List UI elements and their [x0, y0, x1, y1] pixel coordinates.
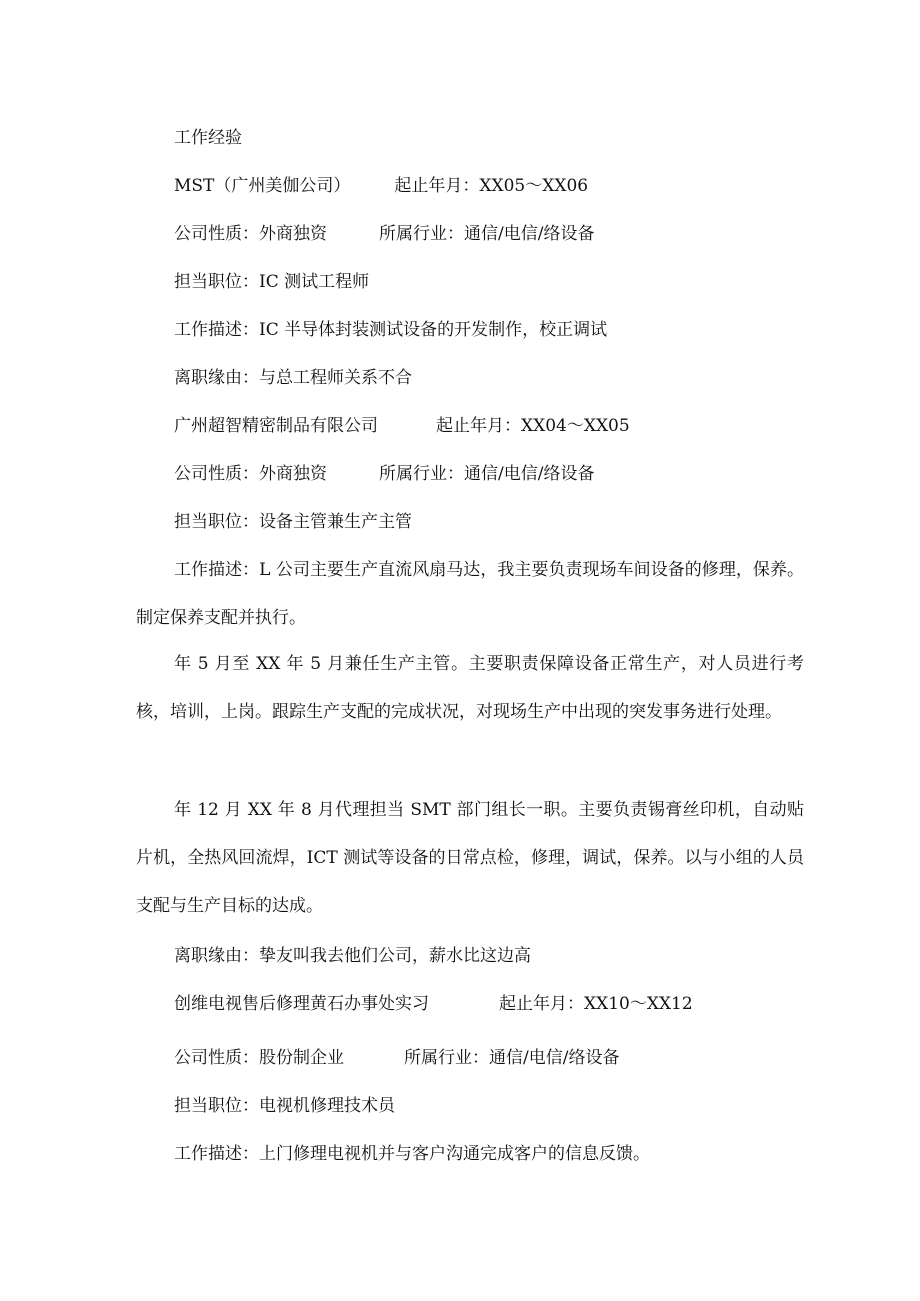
job2-nature: 公司性质：外商独资 [174, 464, 327, 484]
job1-position: 担当职位：IC 测试工程师 [174, 272, 370, 292]
job1-period: 起止年月：XX05～XX06 [394, 176, 589, 196]
job2-paragraph-2: 年 5 月至 XX 年 5 月兼任生产主管。主要职责保障设备正常生产，对人员进行考核，培训，上岗。跟踪生产支配的完成状况，对现场生产中出现的突发事务进行处理。 [136, 654, 804, 722]
job1-description: 工作描述：IC 半导体封装测试设备的开发制作，校正调试 [174, 320, 608, 340]
job1-industry: 所属行业：通信/电信/络设备 [379, 224, 595, 244]
job3-nature: 公司性质：股份制企业 [174, 1048, 344, 1068]
job2-position: 担当职位：设备主管兼生产主管 [174, 512, 412, 532]
job1-company-line [174, 174, 588, 198]
job3-company: 创维电视售后修理黄石办事处实习 [174, 994, 429, 1014]
job2-nature-line [174, 462, 594, 486]
job3-period: 起止年月：XX10～XX12 [499, 994, 693, 1014]
job3-company-line [174, 992, 693, 1016]
job2-company: 广州超智精密制品有限公司 [174, 416, 378, 436]
job2-company-line [174, 414, 630, 438]
job3-nature-line [174, 1046, 619, 1070]
job2-period: 起止年月：XX04～XX05 [436, 416, 630, 436]
job2-industry: 所属行业：通信/电信/络设备 [379, 464, 595, 484]
job1-nature: 公司性质：外商独资 [174, 224, 327, 244]
job3-description: 工作描述：上门修理电视机并与客户沟通完成客户的信息反馈。 [174, 1144, 650, 1164]
job1-company: MST（广州美伽公司） [174, 176, 351, 196]
section-heading-text: 工作经验 [174, 128, 242, 148]
job2-description: 工作描述：L 公司主要生产直流风扇马达，我主要负责现场车间设备的修理，保养。制定保养支配并执行。 [136, 560, 804, 628]
job1-nature-line [174, 222, 594, 246]
job1-reason: 离职缘由：与总工程师关系不合 [174, 368, 412, 388]
job2-reason: 离职缘由：挚友叫我去他们公司，薪水比这边高 [174, 946, 531, 966]
job3-position: 担当职位：电视机修理技术员 [174, 1096, 395, 1116]
job3-industry: 所属行业：通信/电信/络设备 [404, 1048, 620, 1068]
section-heading [174, 126, 242, 150]
job2-paragraph-3: 年 12 月 XX 年 8 月代理担当 SMT 部门组长一职。主要负责锡膏丝印机，自动贴片机，全热风回流焊，ICT 测试等设备的日常点检，修理，调试，保养。以与小组的人员支配与生产目标的达成。 [136, 800, 804, 916]
